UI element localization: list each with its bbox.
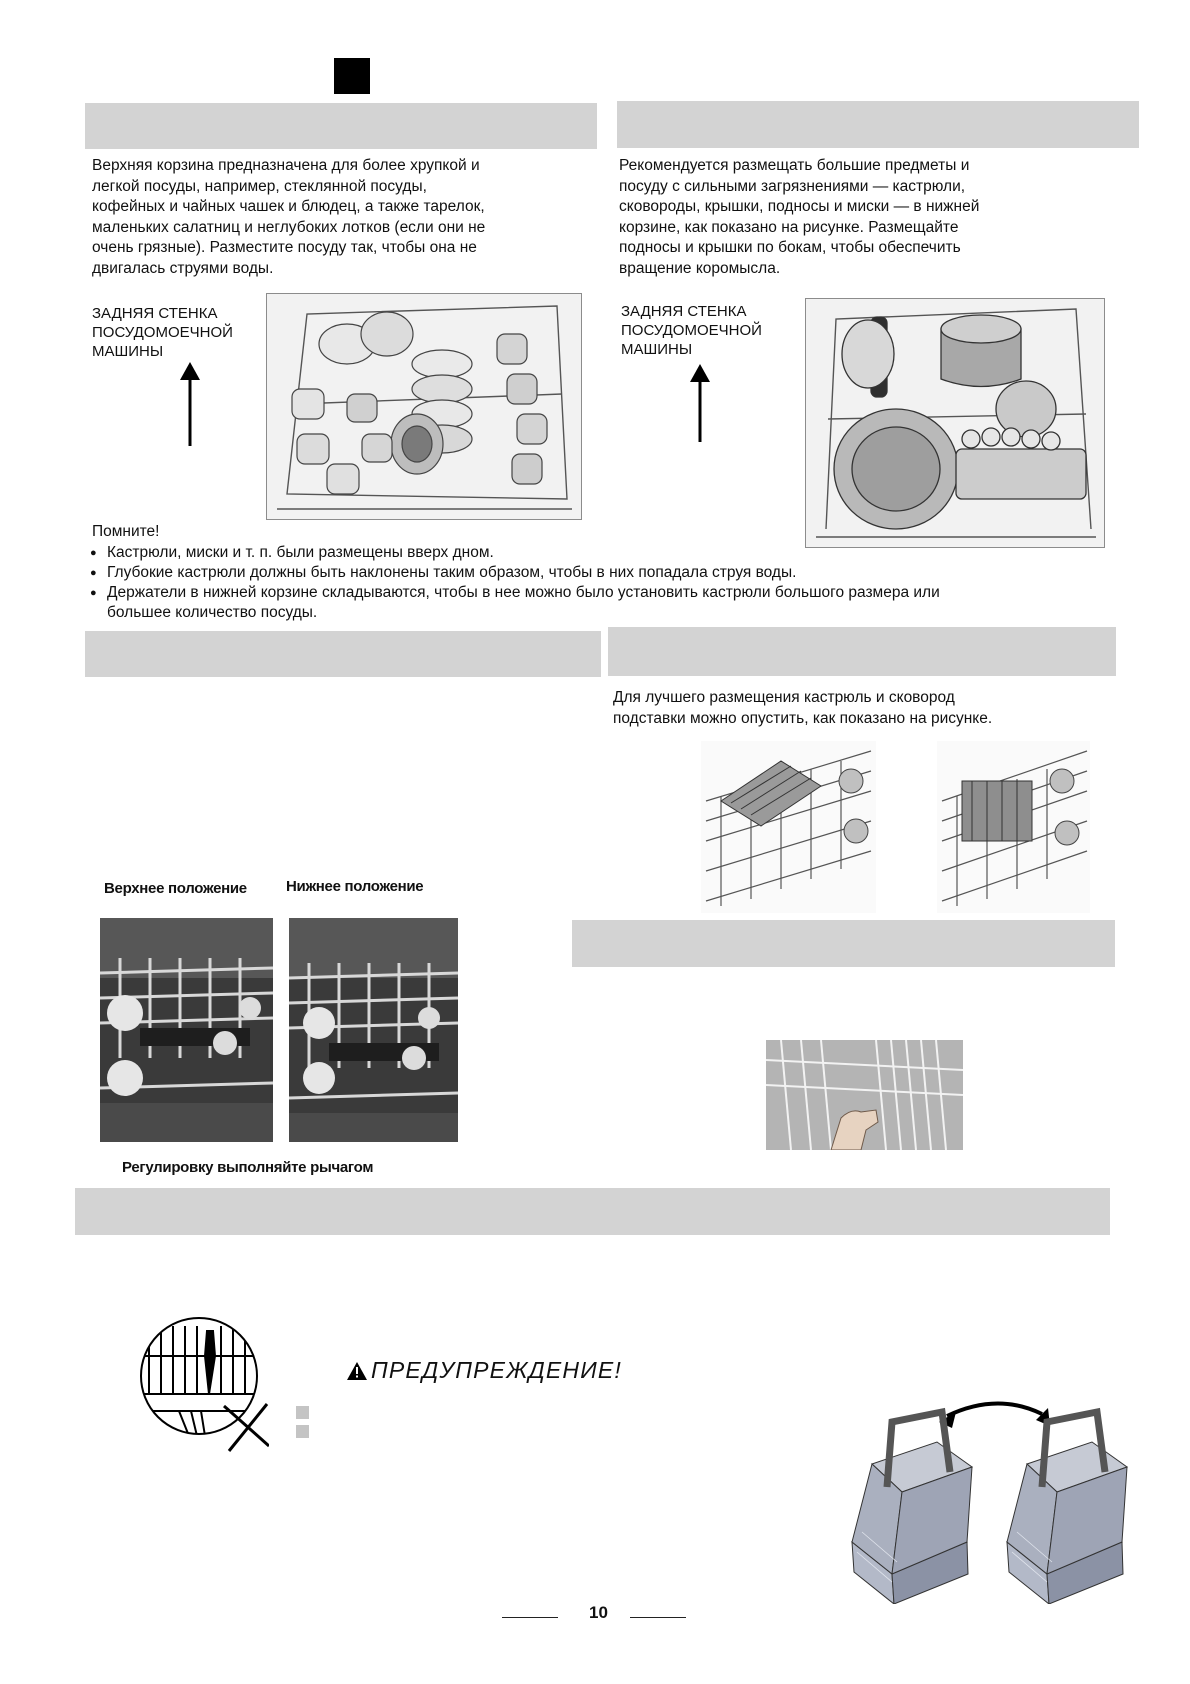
section-header-cup-shelf	[572, 920, 1115, 967]
fold-racks-text: Для лучшего размещения кастрюль и сковород подставки можно опустить, как показано на рисунке.	[613, 689, 993, 727]
list-item: ● Кастрюли, миски и т. п. были размещены вверх дном.	[90, 543, 960, 563]
upper-basket-illustration	[266, 293, 582, 520]
remember-title: Помните!	[92, 523, 160, 540]
no-cutlery-upright-icon	[139, 1316, 269, 1456]
cutlery-basket-illustration	[832, 1392, 1138, 1604]
up-arrow-icon	[688, 364, 712, 442]
rear-wall-caption-right: ЗАДНЯЯ СТЕНКА ПОСУДОМОЕЧНОЙ МАШИНЫ	[621, 303, 762, 358]
fold-rack-down-illustration	[937, 741, 1090, 913]
section-header-adjust-basket	[85, 631, 601, 677]
language-marker	[334, 58, 370, 94]
list-item: ● Держатели в нижней корзине складываются, чтобы в нее можно было установить кастрюли большого размера или большее количество посуды.	[90, 583, 960, 623]
list-item: ● Глубокие кастрюли должны быть наклонены таким образом, чтобы в них попадала струя воды.	[90, 563, 960, 583]
page-number-rule-left	[502, 1617, 558, 1618]
remember-list	[90, 543, 960, 623]
bullet-marker	[296, 1406, 309, 1419]
section-header-lower-basket	[617, 101, 1139, 148]
bullet-marker	[296, 1425, 309, 1438]
rear-wall-caption-left: ЗАДНЯЯ СТЕНКА ПОСУДОМОЕЧНОЙ МАШИНЫ	[92, 305, 233, 360]
fold-rack-up-illustration	[701, 741, 876, 913]
lever-caption: Регулировку выполняйте рычагом	[122, 1159, 374, 1176]
rack-hand-photo	[766, 1040, 963, 1150]
lower-basket-illustration	[805, 298, 1105, 548]
lower-position-label: Нижнее положение	[286, 878, 424, 895]
section-header-fold-racks	[608, 627, 1116, 676]
upper-position-label: Верхнее положение	[104, 880, 247, 897]
lower-position-photo	[289, 918, 458, 1142]
page-number-rule-right	[630, 1617, 686, 1618]
section-header-cutlery-basket	[75, 1188, 1110, 1235]
warning-title: ПРЕДУПРЕЖДЕНИЕ!	[371, 1357, 623, 1383]
upper-basket-text: Верхняя корзина предназначена для более хрупкой и легкой посуды, например, стеклянной посуды, кофейных и чайных чашек и блюдец, а также тарелок, маленьких салатниц и неглубоких лотков (если они не очень грязные). Разместите посуду так, чтобы она не двигалась струями воды.	[92, 157, 486, 277]
page-number: 10	[589, 1603, 608, 1622]
upper-position-photo	[100, 918, 273, 1142]
section-header-upper-basket	[85, 103, 597, 149]
lower-basket-text: Рекомендуется размещать большие предметы и посуду с сильными загрязнениями — кастрюли, сковороды, крышки, подносы и миски — в нижней корзине, как показано на рисунке. Размещайте подносы и крышки по бокам, чтобы обеспечить вращение коромысла.	[619, 157, 980, 277]
warning-icon	[347, 1362, 367, 1380]
up-arrow-icon	[178, 362, 202, 446]
